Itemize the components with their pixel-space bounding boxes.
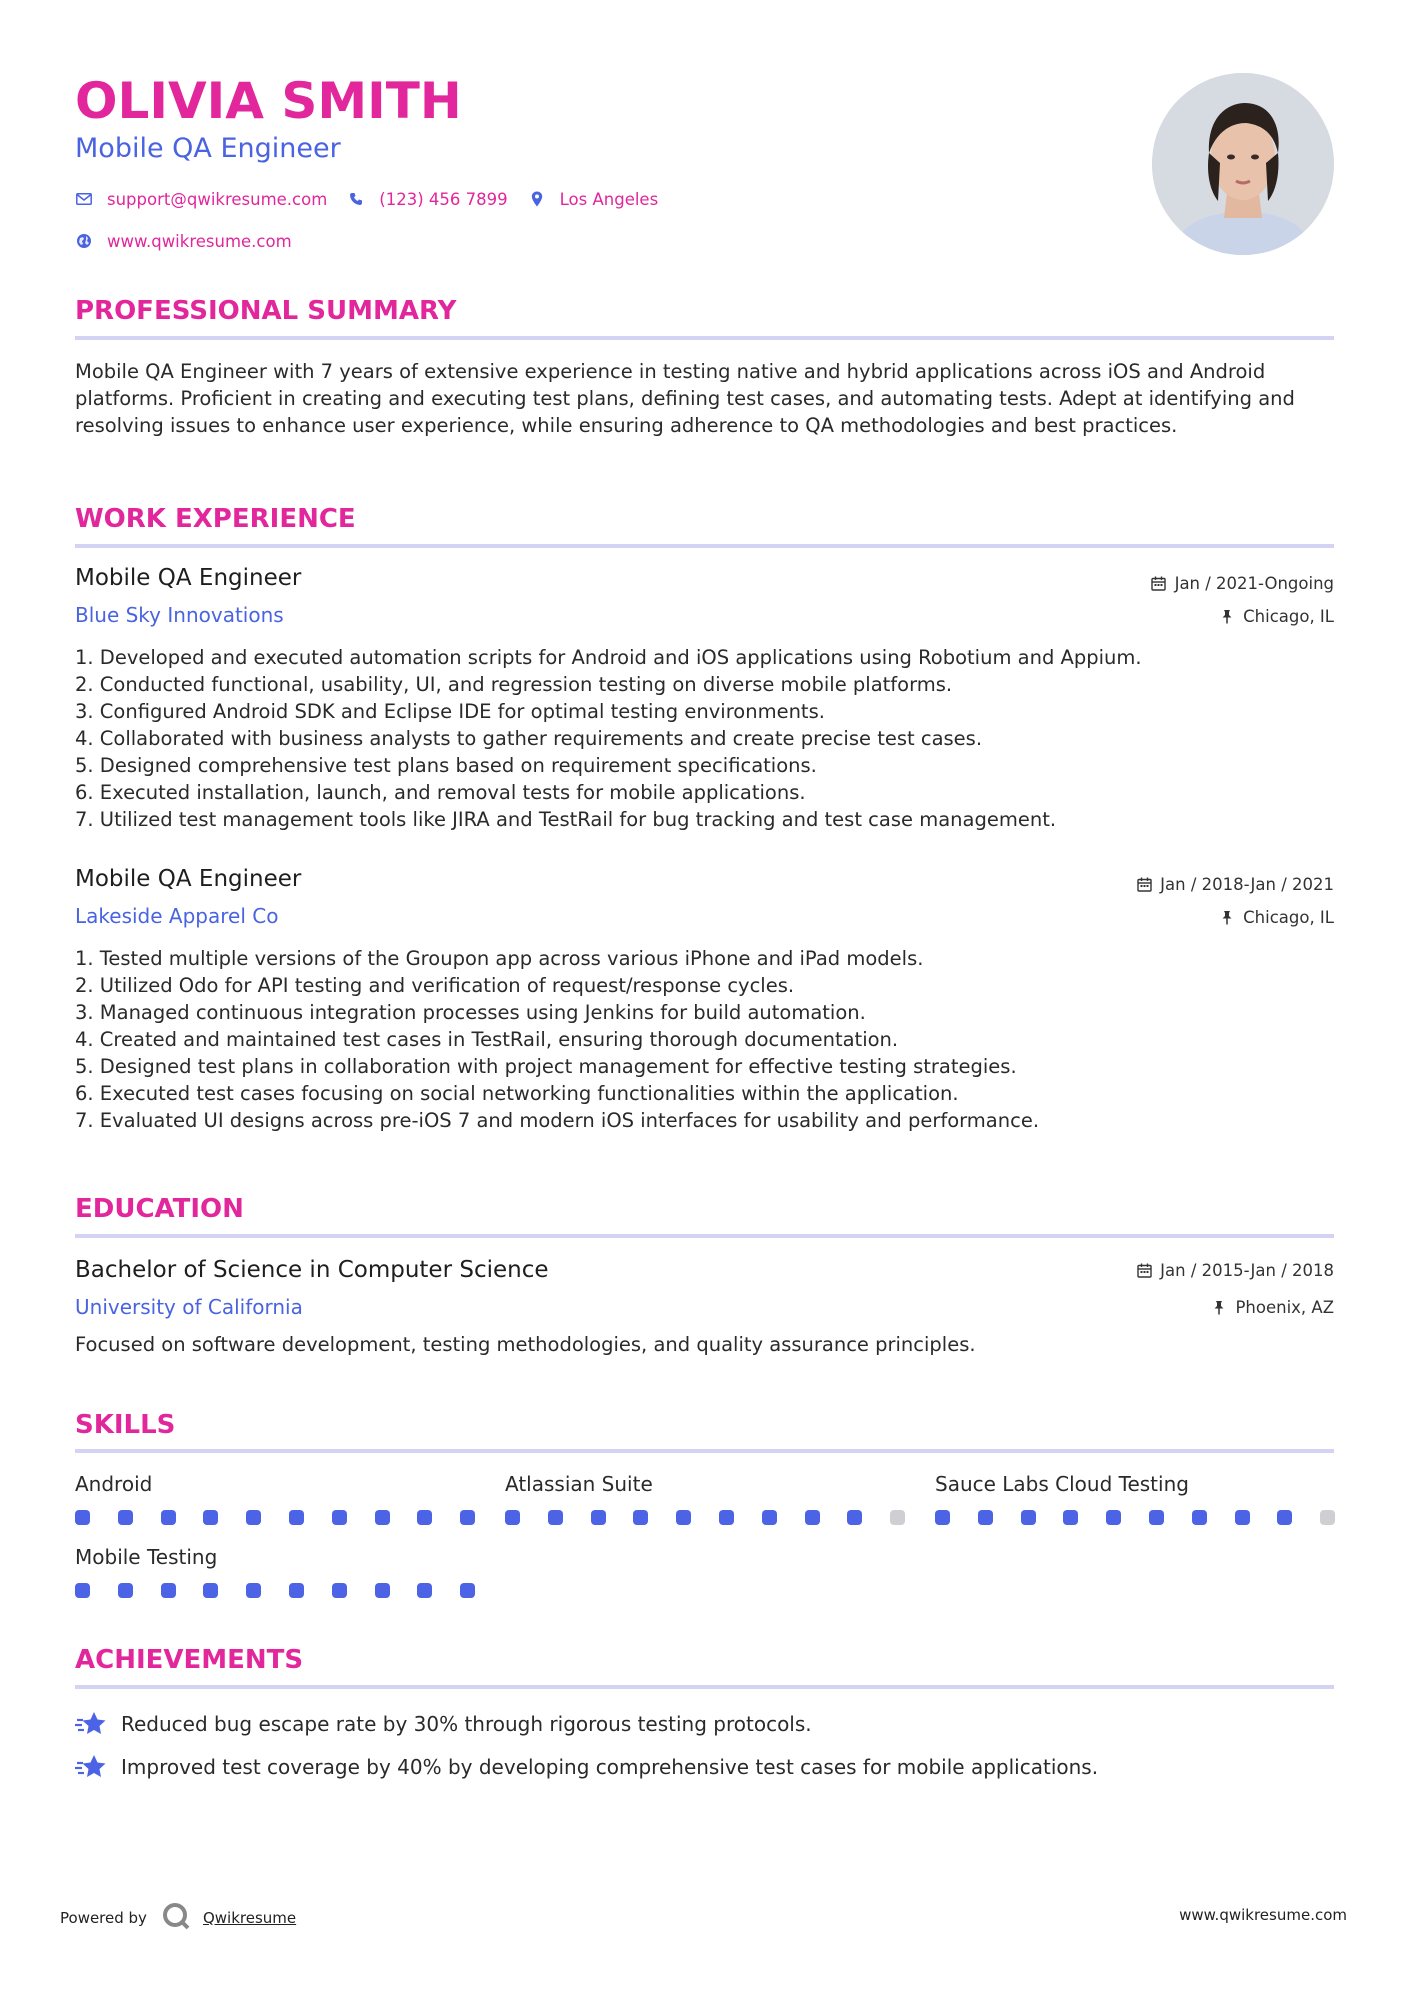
education-school: University of California: [75, 1295, 303, 1319]
skill-rating: [935, 1510, 1363, 1525]
calendar-icon: [1136, 877, 1152, 893]
rating-dot-filled: [505, 1510, 520, 1525]
education-date: [1136, 1261, 1334, 1280]
rating-dot-filled: [289, 1510, 304, 1525]
education-location-text: Phoenix, AZ: [1235, 1298, 1334, 1317]
phone-text: (123) 456 7899: [379, 189, 508, 209]
rating-dot-filled: [246, 1583, 261, 1598]
pushpin-icon: [1219, 910, 1235, 926]
rating-dot-filled: [1063, 1510, 1078, 1525]
achievement-text: Improved test coverage by 40% by developing comprehensive test cases for mobile applications.: [121, 1755, 1099, 1779]
contact-row: [75, 187, 678, 211]
job-1-date-text: Jan / 2021-Ongoing: [1174, 574, 1334, 593]
experience-divider: [75, 544, 1334, 548]
footer-powered-by: [60, 1901, 296, 1935]
contact-website[interactable]: [75, 232, 292, 251]
job-1-company: Blue Sky Innovations: [75, 603, 284, 627]
job-2-location: [1219, 908, 1334, 927]
skill-rating: [75, 1583, 503, 1598]
education-location: [1211, 1298, 1334, 1317]
rating-dot-filled: [417, 1583, 432, 1598]
skills-heading: SKILLS: [75, 1410, 176, 1440]
rating-dot-filled: [460, 1583, 475, 1598]
skill-rating: [75, 1510, 503, 1525]
list-item: 2. Conducted functional, usability, UI, and regression testing on diverse mobile platforms.: [75, 673, 953, 696]
rating-dot-filled: [118, 1510, 133, 1525]
skill-name: Mobile Testing: [75, 1545, 218, 1569]
rating-dot-filled: [1106, 1510, 1121, 1525]
rating-dot-filled: [203, 1583, 218, 1598]
rating-dot-filled: [1277, 1510, 1292, 1525]
list-item: 6. Executed installation, launch, and removal tests for mobile applications.: [75, 781, 806, 804]
job-2-company: Lakeside Apparel Co: [75, 904, 279, 928]
globe-icon: [75, 232, 93, 250]
rating-dot-filled: [978, 1510, 993, 1525]
list-item: 3. Configured Android SDK and Eclipse IDE for optimal testing environments.: [75, 700, 825, 723]
star-icon: [75, 1709, 109, 1739]
phone-icon: [347, 190, 365, 208]
website-text: www.qwikresume.com: [107, 231, 292, 251]
rating-dot-filled: [719, 1510, 734, 1525]
list-item: 3. Managed continuous integration processes using Jenkins for build automation.: [75, 1001, 866, 1024]
email-icon: [75, 190, 93, 208]
rating-dot-filled: [289, 1583, 304, 1598]
job-1-location: [1219, 607, 1334, 626]
calendar-icon: [1151, 576, 1167, 592]
contact-location: [528, 190, 659, 209]
star-icon: [75, 1752, 109, 1782]
calendar-icon: [1136, 1263, 1152, 1279]
achievements-divider: [75, 1685, 1334, 1689]
education-heading: EDUCATION: [75, 1194, 244, 1224]
list-item: 4. Collaborated with business analysts to gather requirements and create precise test cases.: [75, 727, 983, 750]
pushpin-icon: [1219, 609, 1235, 625]
rating-dot-filled: [762, 1510, 777, 1525]
rating-dot-filled: [676, 1510, 691, 1525]
skill-name: Android: [75, 1472, 153, 1496]
rating-dot-filled: [161, 1510, 176, 1525]
job-1-title: Mobile QA Engineer: [75, 565, 302, 591]
skill-name: Sauce Labs Cloud Testing: [935, 1472, 1189, 1496]
rating-dot-filled: [1192, 1510, 1207, 1525]
rating-dot-filled: [246, 1510, 261, 1525]
rating-dot-filled: [75, 1583, 90, 1598]
rating-dot-filled: [332, 1510, 347, 1525]
job-2-date: [1136, 875, 1334, 894]
candidate-name: OLIVIA SMITH: [75, 72, 462, 130]
list-item: 7. Evaluated UI designs across pre-iOS 7 and modern iOS interfaces for usability and performance.: [75, 1109, 1040, 1132]
list-item: 6. Executed test cases focusing on social networking functionalities within the application.: [75, 1082, 959, 1105]
qwikresume-link[interactable]: Qwikresume: [202, 1909, 297, 1927]
job-1-date: [1151, 574, 1334, 593]
education-divider: [75, 1234, 1334, 1238]
rating-dot-filled: [75, 1510, 90, 1525]
rating-dot-empty: [890, 1510, 905, 1525]
job-2-title: Mobile QA Engineer: [75, 866, 302, 892]
education-degree: Bachelor of Science in Computer Science: [75, 1257, 549, 1283]
qwikresume-logo-icon: [161, 1901, 191, 1935]
achievement-item: [75, 1752, 1098, 1782]
rating-dot-filled: [805, 1510, 820, 1525]
job-2-location-text: Chicago, IL: [1243, 908, 1334, 927]
summary-divider: [75, 336, 1334, 340]
rating-dot-filled: [548, 1510, 563, 1525]
location-pin-icon: [528, 190, 546, 208]
candidate-role: Mobile QA Engineer: [75, 133, 341, 164]
list-item: 7. Utilized test management tools like JIRA and TestRail for bug tracking and test case management.: [75, 808, 1057, 831]
education-description: Focused on software development, testing methodologies, and quality assurance principles.: [75, 1333, 976, 1356]
rating-dot-filled: [118, 1583, 133, 1598]
achievement-item: [75, 1709, 812, 1739]
contact-phone[interactable]: [347, 190, 507, 209]
rating-dot-filled: [1235, 1510, 1250, 1525]
pushpin-icon: [1211, 1300, 1227, 1316]
list-item: 5. Designed test plans in collaboration with project management for effective testing strategies.: [75, 1055, 1017, 1078]
rating-dot-filled: [1149, 1510, 1164, 1525]
powered-by-label: Powered by: [60, 1909, 147, 1927]
rating-dot-filled: [935, 1510, 950, 1525]
achievement-text: Reduced bug escape rate by 30% through rigorous testing protocols.: [121, 1712, 812, 1736]
rating-dot-filled: [1021, 1510, 1036, 1525]
skill-rating: [505, 1510, 933, 1525]
rating-dot-filled: [460, 1510, 475, 1525]
achievements-heading: ACHIEVEMENTS: [75, 1645, 304, 1675]
rating-dot-filled: [417, 1510, 432, 1525]
rating-dot-empty: [1320, 1510, 1335, 1525]
summary-heading: PROFESSIONAL SUMMARY: [75, 296, 457, 326]
rating-dot-filled: [203, 1510, 218, 1525]
skill-name: Atlassian Suite: [505, 1472, 653, 1496]
summary-text: Mobile QA Engineer with 7 years of extensive experience in testing native and hybrid applications across iOS and Android platforms. Proficient in creating and executing test plans, defining test cases, and automating tests. Adept at identifying and resolving issues to enhance user experience, while ensuring adherence to QA methodologies and best practices.: [75, 360, 1295, 437]
list-item: 1. Developed and executed automation scripts for Android and iOS applications using Robotium and Appium.: [75, 646, 1142, 669]
job-2-bullets: [75, 945, 1325, 1134]
website-row: [75, 229, 312, 253]
rating-dot-filled: [591, 1510, 606, 1525]
rating-dot-filled: [847, 1510, 862, 1525]
job-1-location-text: Chicago, IL: [1243, 607, 1334, 626]
list-item: 5. Designed comprehensive test plans based on requirement specifications.: [75, 754, 817, 777]
contact-email[interactable]: [75, 190, 327, 209]
rating-dot-filled: [332, 1583, 347, 1598]
list-item: 2. Utilized Odo for API testing and verification of request/response cycles.: [75, 974, 795, 997]
rating-dot-filled: [375, 1510, 390, 1525]
email-text: support@qwikresume.com: [107, 189, 328, 209]
profile-photo: [1152, 73, 1334, 255]
skills-divider: [75, 1449, 1334, 1453]
list-item: 4. Created and maintained test cases in TestRail, ensuring thorough documentation.: [75, 1028, 899, 1051]
list-item: 1. Tested multiple versions of the Groupon app across various iPhone and iPad models.: [75, 947, 924, 970]
job-2-date-text: Jan / 2018-Jan / 2021: [1160, 875, 1334, 894]
footer-website[interactable]: www.qwikresume.com: [1179, 1906, 1347, 1924]
rating-dot-filled: [161, 1583, 176, 1598]
job-1-bullets: [75, 644, 1325, 833]
experience-heading: WORK EXPERIENCE: [75, 504, 356, 534]
rating-dot-filled: [633, 1510, 648, 1525]
rating-dot-filled: [375, 1583, 390, 1598]
location-text: Los Angeles: [559, 189, 659, 209]
education-date-text: Jan / 2015-Jan / 2018: [1160, 1261, 1334, 1280]
